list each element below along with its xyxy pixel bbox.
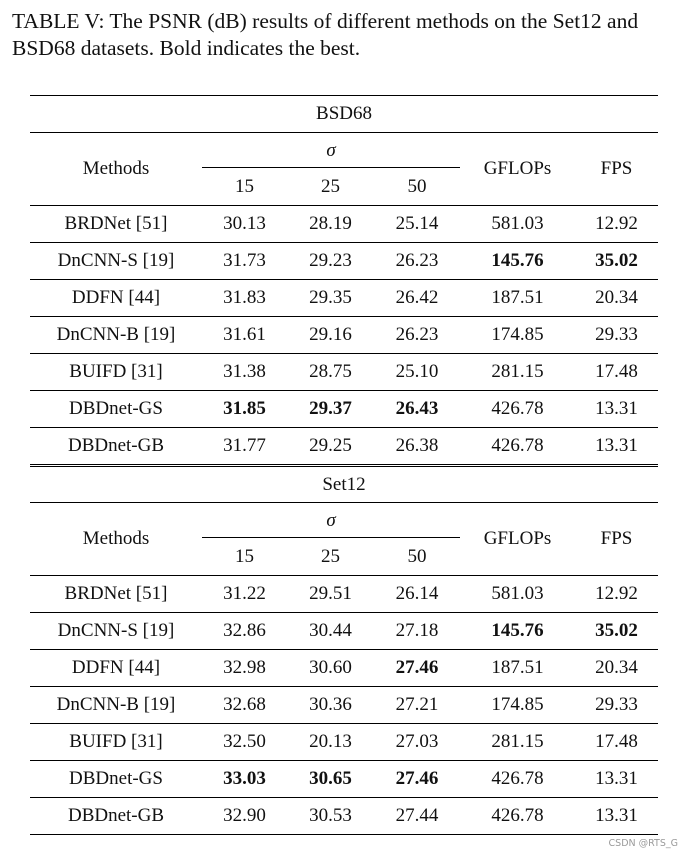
v50-cell: 27.46 (374, 650, 460, 687)
v25-cell: 29.35 (287, 280, 374, 317)
method-name-cell: DBDnet-GS (30, 761, 202, 798)
fps-header: FPS (575, 503, 658, 576)
v25-cell: 29.37 (287, 391, 374, 428)
v15-cell: 32.68 (202, 687, 287, 724)
gflops-cell: 281.15 (460, 354, 575, 391)
gflops-header: GFLOPs (460, 133, 575, 206)
table-row (30, 687, 658, 724)
column-header-row (30, 503, 658, 540)
table-row (30, 428, 658, 466)
gflops-cell: 426.78 (460, 761, 575, 798)
fps-cell: 17.48 (575, 724, 658, 761)
results-table (30, 95, 658, 835)
gflops-cell: 145.76 (460, 243, 575, 280)
v25-cell: 29.23 (287, 243, 374, 280)
gflops-cell: 426.78 (460, 391, 575, 428)
gflops-cell: 426.78 (460, 428, 575, 466)
gflops-cell: 187.51 (460, 280, 575, 317)
v25-cell: 30.60 (287, 650, 374, 687)
table-row (30, 317, 658, 354)
methods-header: Methods (30, 503, 202, 576)
v50-cell: 26.23 (374, 317, 460, 354)
v50-cell: 26.42 (374, 280, 460, 317)
column-header-row (30, 133, 658, 170)
table-row (30, 761, 658, 798)
v25-cell: 30.44 (287, 613, 374, 650)
gflops-cell: 187.51 (460, 650, 575, 687)
method-name-cell: DDFN [44] (30, 650, 202, 687)
gflops-header: GFLOPs (460, 503, 575, 576)
table-row (30, 206, 658, 243)
fps-cell: 13.31 (575, 428, 658, 466)
gflops-cell: 174.85 (460, 317, 575, 354)
v25-cell: 29.16 (287, 317, 374, 354)
methods-header: Methods (30, 133, 202, 206)
v25-cell: 20.13 (287, 724, 374, 761)
table-row (30, 724, 658, 761)
noise-level-header: 25 (287, 539, 374, 576)
fps-cell: 13.31 (575, 798, 658, 835)
section-header-row (30, 96, 658, 133)
gflops-cell: 426.78 (460, 798, 575, 835)
fps-cell: 13.31 (575, 391, 658, 428)
fps-cell: 12.92 (575, 206, 658, 243)
v15-cell: 31.77 (202, 428, 287, 466)
v15-cell: 31.61 (202, 317, 287, 354)
table-row (30, 576, 658, 613)
gflops-cell: 145.76 (460, 613, 575, 650)
gflops-cell: 581.03 (460, 576, 575, 613)
v50-cell: 25.10 (374, 354, 460, 391)
fps-cell: 12.92 (575, 576, 658, 613)
table-row (30, 798, 658, 835)
method-name-cell: BUIFD [31] (30, 354, 202, 391)
v15-cell: 31.83 (202, 280, 287, 317)
v15-cell: 31.73 (202, 243, 287, 280)
v50-cell: 25.14 (374, 206, 460, 243)
fps-cell: 20.34 (575, 650, 658, 687)
v15-cell: 32.98 (202, 650, 287, 687)
section-header-row (30, 466, 658, 503)
v25-cell: 30.65 (287, 761, 374, 798)
method-name-cell: BRDNet [51] (30, 206, 202, 243)
method-name-cell: DBDnet-GB (30, 428, 202, 466)
v50-cell: 26.23 (374, 243, 460, 280)
v15-cell: 32.90 (202, 798, 287, 835)
table-row (30, 391, 658, 428)
watermark: CSDN @RTS_G (608, 838, 678, 849)
sigma-header: σ (326, 140, 336, 161)
method-name-cell: DnCNN-S [19] (30, 613, 202, 650)
v15-cell: 30.13 (202, 206, 287, 243)
method-name-cell: BUIFD [31] (30, 724, 202, 761)
fps-cell: 29.33 (575, 687, 658, 724)
v15-cell: 32.50 (202, 724, 287, 761)
v15-cell: 31.22 (202, 576, 287, 613)
v25-cell: 28.75 (287, 354, 374, 391)
sigma-underline (202, 537, 460, 538)
table-body-set12 (30, 466, 658, 835)
gflops-cell: 174.85 (460, 687, 575, 724)
table-row (30, 613, 658, 650)
gflops-cell: 581.03 (460, 206, 575, 243)
table-row (30, 280, 658, 317)
method-name-cell: DBDnet-GS (30, 391, 202, 428)
noise-level-header: 15 (202, 539, 287, 576)
fps-cell: 35.02 (575, 243, 658, 280)
fps-cell: 29.33 (575, 317, 658, 354)
noise-level-header: 25 (287, 169, 374, 206)
v15-cell: 31.38 (202, 354, 287, 391)
table-row (30, 354, 658, 391)
gflops-cell: 281.15 (460, 724, 575, 761)
sigma-underline (202, 167, 460, 168)
v25-cell: 29.51 (287, 576, 374, 613)
fps-header: FPS (575, 133, 658, 206)
section-title: Set12 (30, 466, 658, 503)
v15-cell: 31.85 (202, 391, 287, 428)
method-name-cell: BRDNet [51] (30, 576, 202, 613)
fps-cell: 35.02 (575, 613, 658, 650)
v50-cell: 26.38 (374, 428, 460, 466)
method-name-cell: DnCNN-B [19] (30, 687, 202, 724)
noise-level-header: 15 (202, 169, 287, 206)
noise-level-header: 50 (374, 539, 460, 576)
v50-cell: 26.14 (374, 576, 460, 613)
noise-level-header: 50 (374, 169, 460, 206)
v50-cell: 27.03 (374, 724, 460, 761)
v15-cell: 33.03 (202, 761, 287, 798)
table-body-bsd68 (30, 96, 658, 466)
sigma-header: σ (326, 510, 336, 531)
v50-cell: 27.21 (374, 687, 460, 724)
v50-cell: 27.46 (374, 761, 460, 798)
v25-cell: 29.25 (287, 428, 374, 466)
fps-cell: 13.31 (575, 761, 658, 798)
method-name-cell: DnCNN-B [19] (30, 317, 202, 354)
table-row (30, 243, 658, 280)
section-title: BSD68 (30, 96, 658, 133)
v50-cell: 26.43 (374, 391, 460, 428)
table-caption: TABLE V: The PSNR (dB) results of different methods on the Set12 and BSD68 datasets. Bold indicates the best. (12, 9, 639, 60)
v15-cell: 32.86 (202, 613, 287, 650)
method-name-cell: DnCNN-S [19] (30, 243, 202, 280)
sigma-header-cell (202, 133, 460, 170)
v25-cell: 30.53 (287, 798, 374, 835)
fps-cell: 17.48 (575, 354, 658, 391)
v25-cell: 28.19 (287, 206, 374, 243)
table-row (30, 650, 658, 687)
method-name-cell: DBDnet-GB (30, 798, 202, 835)
fps-cell: 20.34 (575, 280, 658, 317)
v50-cell: 27.18 (374, 613, 460, 650)
v25-cell: 30.36 (287, 687, 374, 724)
method-name-cell: DDFN [44] (30, 280, 202, 317)
sigma-header-cell (202, 503, 460, 540)
v50-cell: 27.44 (374, 798, 460, 835)
